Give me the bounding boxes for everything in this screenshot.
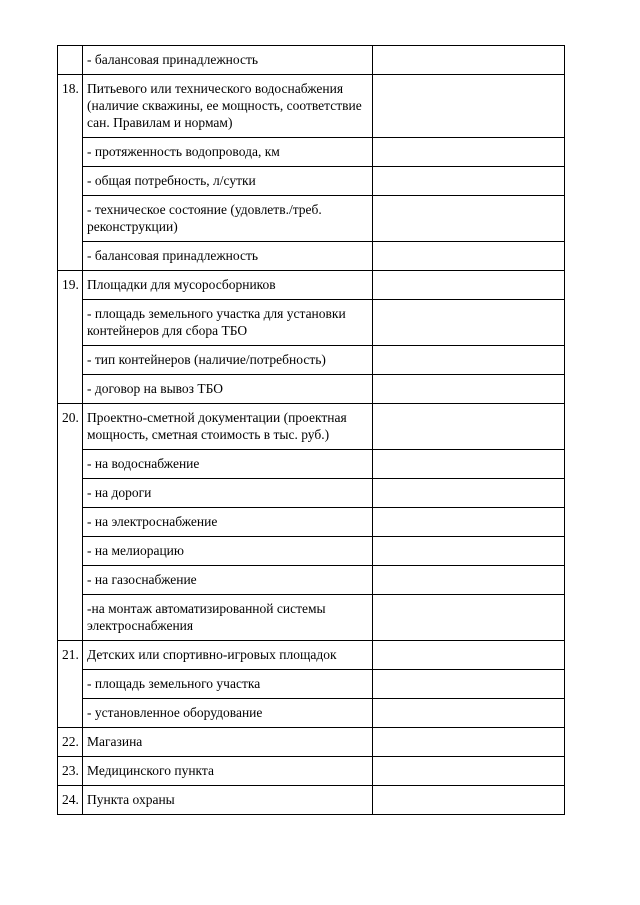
row-number: 19.	[58, 271, 83, 404]
row-label: - установленное оборудование	[83, 699, 373, 728]
row-label: - общая потребность, л/сутки	[83, 167, 373, 196]
table-row	[58, 346, 565, 375]
row-label: - балансовая принадлежность	[83, 46, 373, 75]
table-row	[58, 728, 565, 757]
table-row	[58, 167, 565, 196]
row-value-cell[interactable]	[373, 670, 565, 699]
row-label: - тип контейнеров (наличие/потребность)	[83, 346, 373, 375]
row-value-cell[interactable]	[373, 728, 565, 757]
row-label: Пункта охраны	[83, 786, 373, 815]
row-number: 23.	[58, 757, 83, 786]
row-number	[58, 46, 83, 75]
row-label: - на электроснабжение	[83, 508, 373, 537]
row-value-cell[interactable]	[373, 242, 565, 271]
row-label: - площадь земельного участка	[83, 670, 373, 699]
row-value-cell[interactable]	[373, 75, 565, 138]
table-row	[58, 300, 565, 346]
table-row	[58, 271, 565, 300]
row-value-cell[interactable]	[373, 138, 565, 167]
table-row	[58, 242, 565, 271]
row-number: 24.	[58, 786, 83, 815]
row-value-cell[interactable]	[373, 566, 565, 595]
row-value-cell[interactable]	[373, 537, 565, 566]
table-row	[58, 138, 565, 167]
row-label: Питьевого или технического водоснабжения (наличие скважины, ее мощность, соответствие сан. Правилам и нормам)	[83, 75, 373, 138]
row-label: Медицинского пункта	[83, 757, 373, 786]
row-number: 20.	[58, 404, 83, 641]
table-row	[58, 670, 565, 699]
table-row	[58, 508, 565, 537]
row-value-cell[interactable]	[373, 479, 565, 508]
row-label: Площадки для мусоросборников	[83, 271, 373, 300]
row-label: - протяженность водопровода, км	[83, 138, 373, 167]
form-table	[57, 45, 565, 815]
row-value-cell[interactable]	[373, 46, 565, 75]
table-row	[58, 450, 565, 479]
row-value-cell[interactable]	[373, 404, 565, 450]
row-label: - на мелиорацию	[83, 537, 373, 566]
row-value-cell[interactable]	[373, 508, 565, 537]
row-label: Магазина	[83, 728, 373, 757]
row-label: - на газоснабжение	[83, 566, 373, 595]
table-row	[58, 479, 565, 508]
row-number: 21.	[58, 641, 83, 728]
row-value-cell[interactable]	[373, 375, 565, 404]
table-row	[58, 375, 565, 404]
row-value-cell[interactable]	[373, 699, 565, 728]
row-label: - договор на вывоз ТБО	[83, 375, 373, 404]
row-label: - балансовая принадлежность	[83, 242, 373, 271]
row-number: 22.	[58, 728, 83, 757]
table-row	[58, 699, 565, 728]
row-label: - на дороги	[83, 479, 373, 508]
table-row	[58, 75, 565, 138]
row-label: - на водоснабжение	[83, 450, 373, 479]
table-row	[58, 537, 565, 566]
row-value-cell[interactable]	[373, 786, 565, 815]
row-label: Детских или спортивно-игровых площадок	[83, 641, 373, 670]
table-row	[58, 566, 565, 595]
table-row	[58, 404, 565, 450]
table-row	[58, 757, 565, 786]
row-value-cell[interactable]	[373, 271, 565, 300]
table-row	[58, 46, 565, 75]
row-label: -на монтаж автоматизированной системы электроснабжения	[83, 595, 373, 641]
table-row	[58, 595, 565, 641]
row-value-cell[interactable]	[373, 641, 565, 670]
row-label: - техническое состояние (удовлетв./треб. реконструкции)	[83, 196, 373, 242]
row-value-cell[interactable]	[373, 450, 565, 479]
row-label: Проектно-сметной документации (проектная мощность, сметная стоимость в тыс. руб.)	[83, 404, 373, 450]
row-value-cell[interactable]	[373, 757, 565, 786]
row-value-cell[interactable]	[373, 167, 565, 196]
row-value-cell[interactable]	[373, 346, 565, 375]
table-row	[58, 196, 565, 242]
row-value-cell[interactable]	[373, 196, 565, 242]
row-value-cell[interactable]	[373, 595, 565, 641]
table-row	[58, 641, 565, 670]
row-number: 18.	[58, 75, 83, 271]
row-label: - площадь земельного участка для установки контейнеров для сбора ТБО	[83, 300, 373, 346]
table-row	[58, 786, 565, 815]
row-value-cell[interactable]	[373, 300, 565, 346]
